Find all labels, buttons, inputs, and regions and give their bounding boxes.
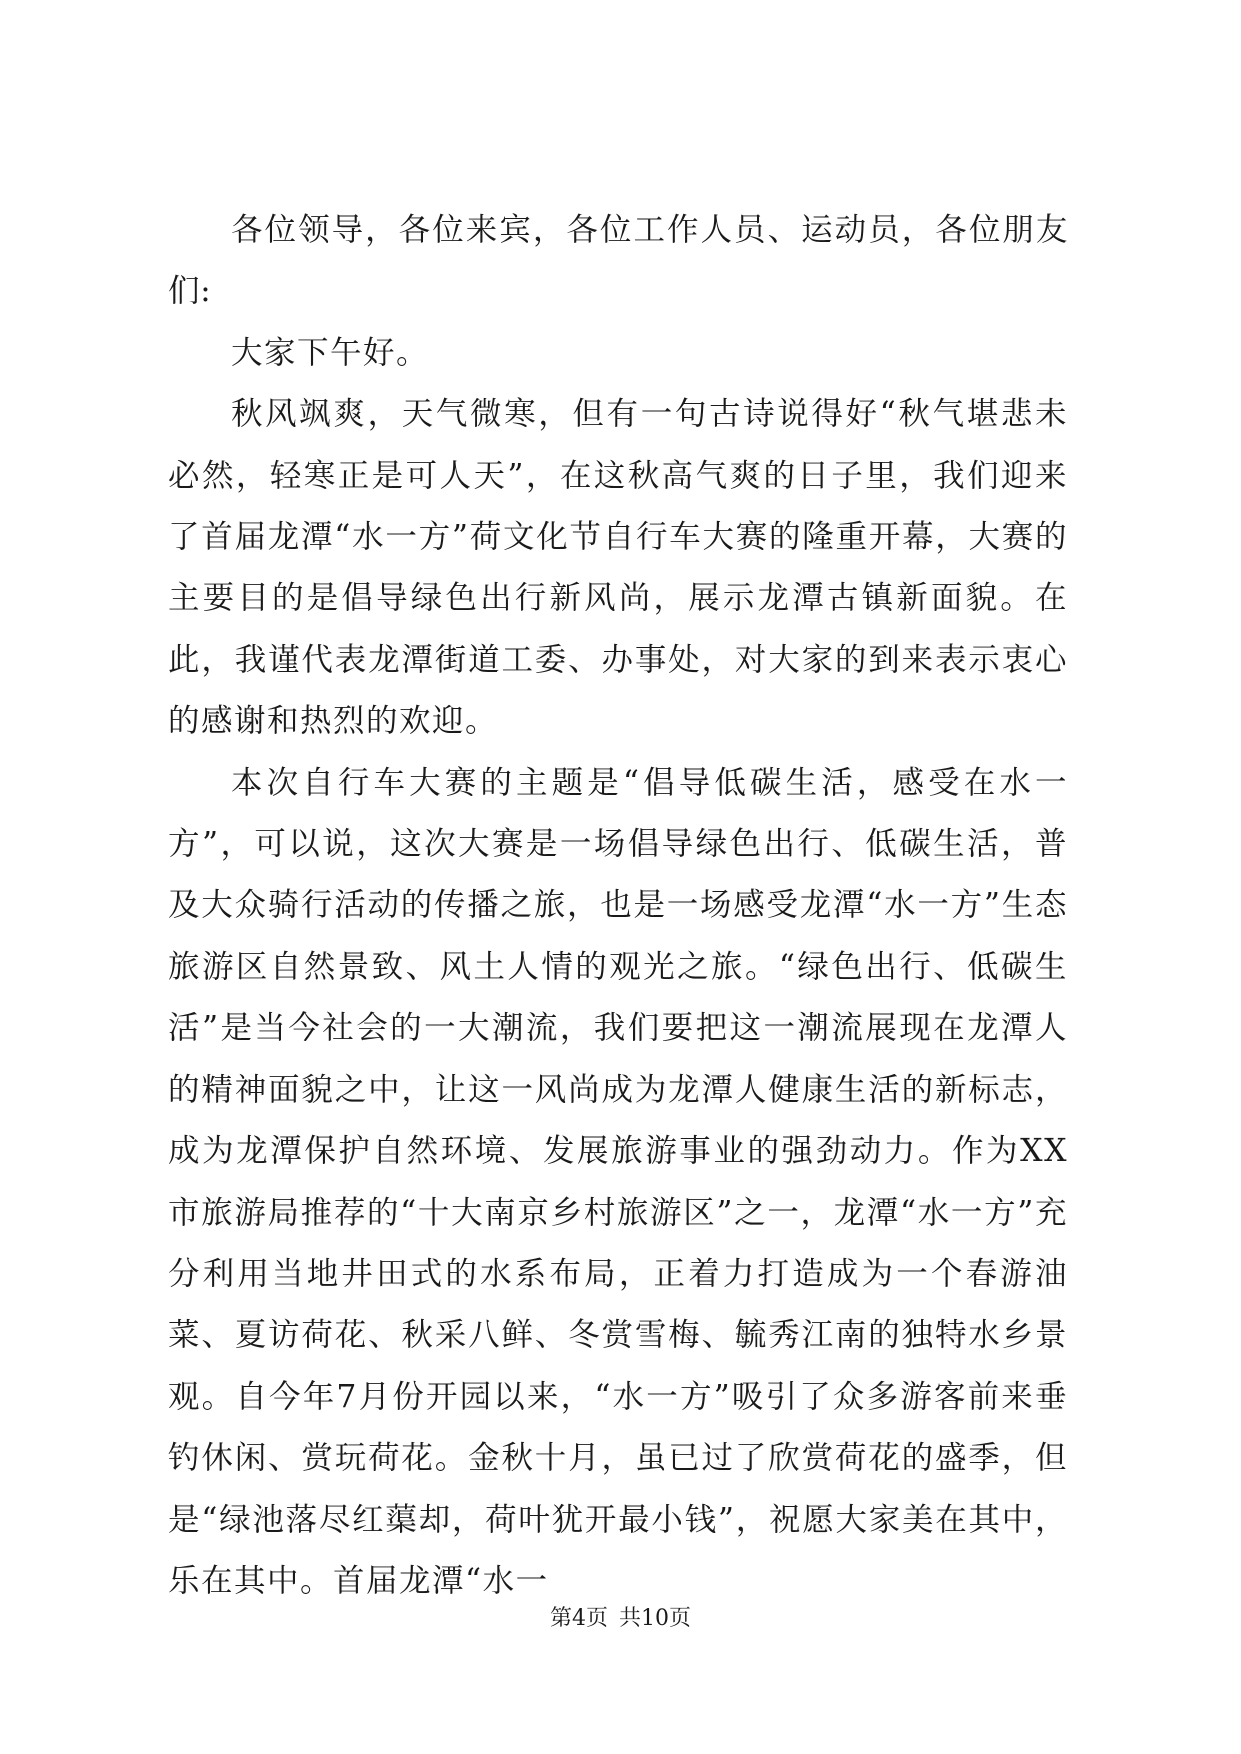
body-paragraph-2: 本次自行车大赛的主题是“倡导低碳生活，感受在水一方”，可以说，这次大赛是一场倡导绿色出行、低碳生活，普及大众骑行活动的传播之旅，也是一场感受龙潭“水一方”生态旅游区自然景致、风土人情的观光之旅。“绿色出行、低碳生活”是当今社会的一大潮流，我们要把这一潮流展现在龙潭人的精神面貌之中，让这一风尚成为龙潭人健康生活的新标志，成为龙潭保护自然环境、发展旅游事业的强劲动力。作为XX市旅游局推荐的“十大南京乡村旅游区”之一，龙潭“水一方”充分利用当地井田式的水系布局，正着力打造成为一个春游油菜、夏访荷花、秋采八鲜、冬赏雪梅、毓秀江南的独特水乡景观。自今年7月份开园以来，“水一方”吸引了众多游客前来垂钓休闲、赏玩荷花。金秋十月，虽已过了欣赏荷花的盛季，但是“绿池落尽红蕖却，荷叶犹开最小钱”，祝愿大家美在其中，乐在其中。首届龙潭“水一 [168, 764, 1068, 1599]
document-body [168, 200, 1068, 1612]
page-number: 第4页 [550, 1606, 608, 1631]
page-total: 共10页 [619, 1606, 691, 1631]
greeting-paragraph: 各位领导，各位来宾，各位工作人员、运动员，各位朋友们: [168, 212, 1068, 310]
page-footer [0, 1604, 1241, 1634]
body-paragraph-1: 秋风飒爽，天气微寒，但有一句古诗说得好“秋气堪悲未必然，轻寒正是可人天”，在这秋高气爽的日子里，我们迎来了首届龙潭“水一方”荷文化节自行车大赛的隆重开幕，大赛的主要目的是倡导绿色出行新风尚，展示龙潭古镇新面貌。在此，我谨代表龙潭街道工委、办事处，对大家的到来表示衷心的感谢和热烈的欢迎。 [168, 396, 1068, 740]
salutation-paragraph: 大家下午好。 [231, 334, 430, 371]
